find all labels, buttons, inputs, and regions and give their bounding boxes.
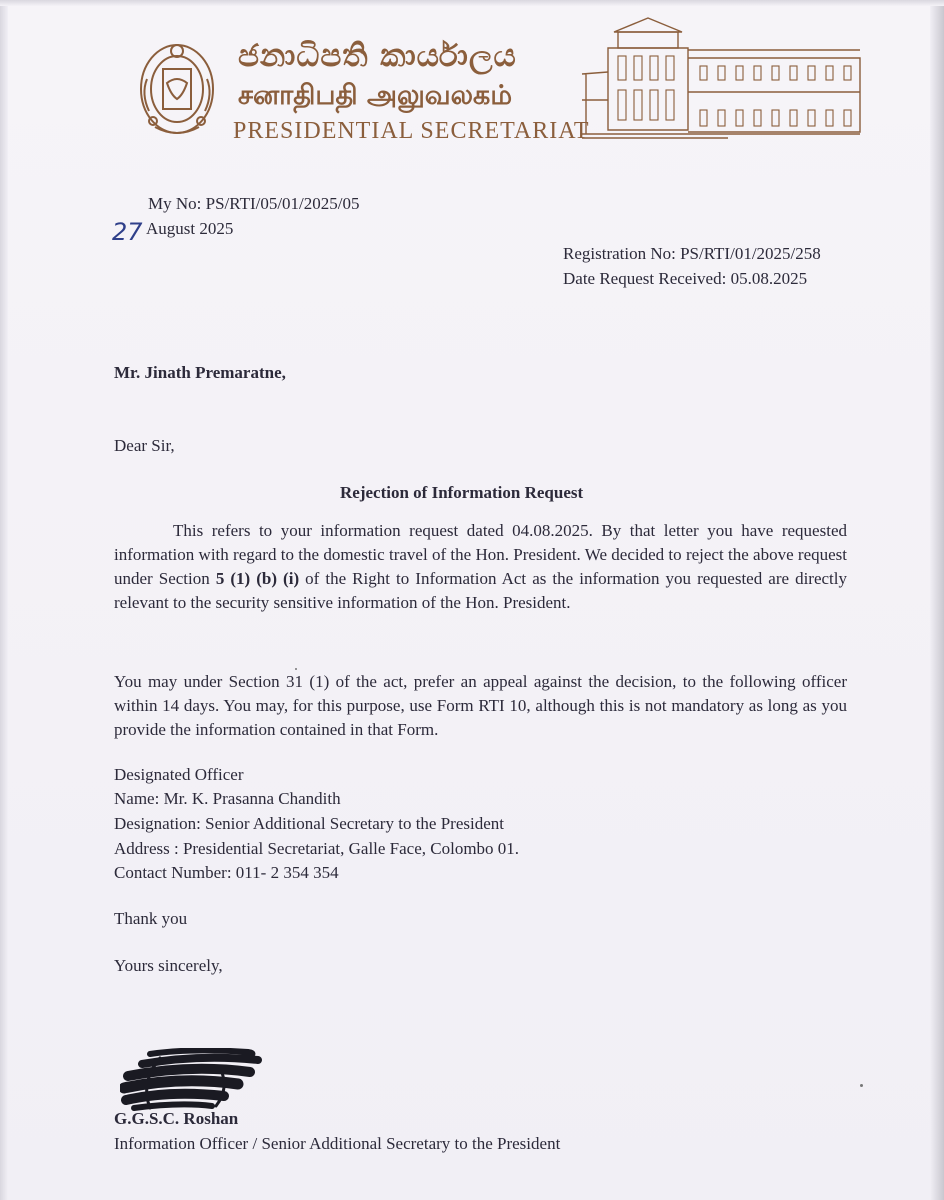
designated-officer-designation: Designation: Senior Additional Secretary to the President bbox=[114, 814, 504, 833]
designated-officer-name: Name: Mr. K. Prasanna Chandith bbox=[114, 789, 341, 808]
section-reference: 5 (1) (b) (i) bbox=[215, 569, 300, 588]
scan-edge-top bbox=[0, 0, 944, 6]
designated-officer-contact: Contact Number: 011- 2 354 354 bbox=[114, 863, 339, 882]
letter-subject: Rejection of Information Request bbox=[340, 483, 584, 502]
body-paragraph-1 bbox=[114, 519, 847, 615]
scan-speck bbox=[295, 668, 297, 670]
body-paragraph-1-text-a: This refers to your information request dated 04.08.2025. By that letter you have requested information with regard to the domestic travel of the Hon. President. We decided to reject the above request under Section bbox=[114, 521, 847, 588]
letterhead-english: PRESIDENTIAL SECRETARIAT bbox=[233, 118, 590, 144]
designated-officer-heading: Designated Officer bbox=[114, 765, 244, 784]
date-request-received: Date Request Received: 05.08.2025 bbox=[563, 269, 808, 288]
thank-you: Thank you bbox=[114, 909, 188, 928]
redacted-signature bbox=[120, 1048, 262, 1114]
letter-month-year: August 2025 bbox=[146, 219, 234, 238]
scan-edge-right bbox=[930, 0, 944, 1200]
scan-speck bbox=[860, 1084, 863, 1087]
letterhead-sinhala: ජනාධිපති කාර්යාලය bbox=[238, 38, 517, 74]
recipient-name: Mr. Jinath Premaratne, bbox=[114, 363, 286, 382]
scan-edge-left bbox=[0, 0, 8, 1200]
signatory-name: G.G.S.C. Roshan bbox=[114, 1109, 239, 1128]
body-paragraph-1-text-b: of the Right to Information Act as the information you requested are directly relevant to the security sensitive information of the Hon. President. bbox=[114, 569, 847, 612]
sign-off: Yours sincerely, bbox=[114, 956, 223, 975]
secretariat-building-icon bbox=[578, 10, 862, 150]
body-paragraph-2: You may under Section 31 (1) of the act, prefer an appeal against the decision, to the following officer within 14 days. You may, for this purpose, use Form RTI 10, although this is not mandatory as long as you provide the information contained in that Form. bbox=[114, 672, 847, 739]
signatory-title: Information Officer / Senior Additional Secretary to the President bbox=[114, 1134, 561, 1153]
letterhead-tamil: சனாதிபதி அலுவலகம் bbox=[238, 80, 513, 111]
state-emblem-icon bbox=[137, 39, 217, 143]
my-reference-number: My No: PS/RTI/05/01/2025/05 bbox=[148, 194, 360, 213]
handwritten-day: 27 bbox=[112, 218, 143, 246]
salutation: Dear Sir, bbox=[114, 436, 175, 455]
designated-officer-address: Address : Presidential Secretariat, Galle Face, Colombo 01. bbox=[114, 839, 520, 858]
registration-number: Registration No: PS/RTI/01/2025/258 bbox=[563, 244, 821, 263]
